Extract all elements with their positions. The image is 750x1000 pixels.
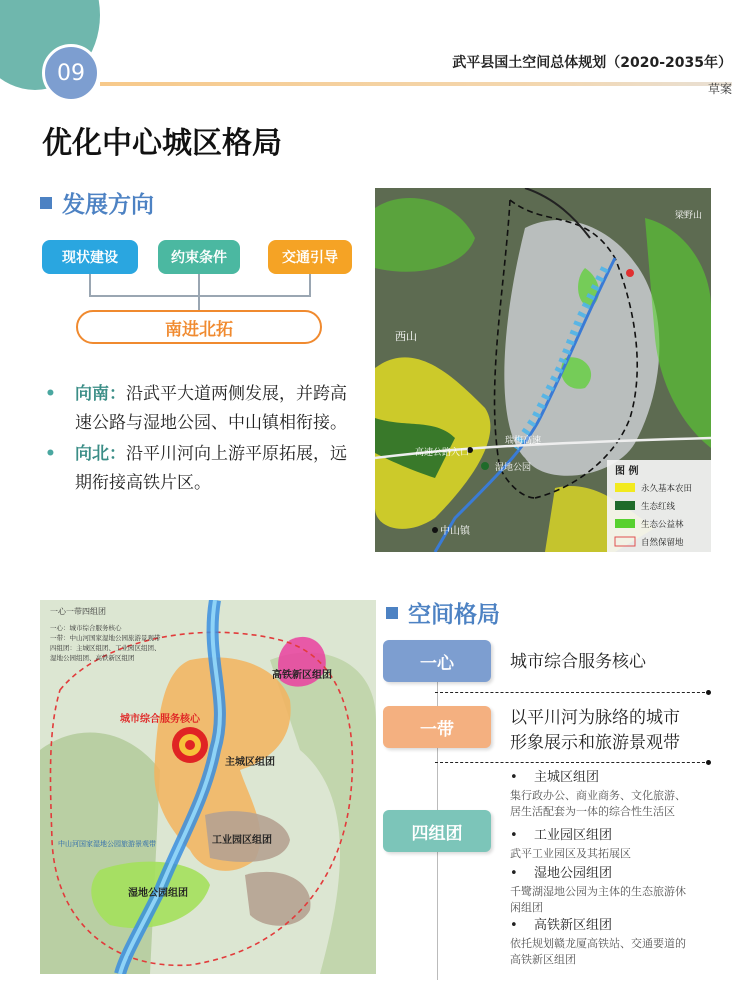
group-title: 工业园区组团	[534, 828, 613, 843]
label-expressway: 瑞梅高速	[505, 436, 542, 446]
bullet-label: 向北：	[75, 444, 126, 464]
spatial-structure-map	[40, 600, 376, 974]
legend-swatch	[615, 483, 635, 492]
bullet-north: • 向北：沿平川河向上游平原拓展，远期衔接高铁片区。	[45, 444, 347, 493]
bullet-label: 向南：	[75, 384, 126, 404]
label-highway-entry: 高速公路入口	[415, 448, 470, 458]
connector-line	[198, 274, 200, 310]
tag-label: 交通引导	[282, 250, 338, 266]
group-desc: 千鹭湖湿地公园为主体的生态旅游休	[510, 885, 686, 898]
development-heading	[40, 186, 154, 219]
group-main-city: • 主城区组团 集行政办公、商业商务、文化旅游、 居生活配套为一体的综合性生活区	[510, 770, 715, 820]
label-main-cluster: 主城区组团	[225, 757, 275, 768]
label-river-note: 中山河国家湿地公园旅游景观带	[58, 840, 156, 848]
label-wetland: 湿地公园	[495, 463, 532, 473]
direction-bullets	[45, 380, 360, 500]
label-wetland-cluster: 湿地公园组团	[128, 888, 188, 899]
group-desc: 集行政办公、商业商务、文化旅游、	[510, 789, 686, 802]
dash-end-dot	[706, 690, 711, 695]
tag-label: 现状建设	[62, 250, 118, 266]
group-title: 高铁新区组团	[534, 918, 613, 933]
group-desc: 武平工业园区及其拓展区	[510, 847, 631, 860]
station-marker	[626, 269, 634, 277]
map-legend-line: 四组团：主城区组团、工业园区组团、	[50, 644, 161, 652]
tag-label: 约束条件	[171, 250, 227, 266]
map-legend	[607, 460, 711, 552]
label-northeast: 梁野山	[675, 211, 703, 221]
legend-item: 永久基本农田	[641, 484, 693, 494]
legend-item: 生态公益林	[641, 520, 684, 530]
text-line: 形象展示和旅游景观带	[510, 733, 680, 753]
group-rail: • 高铁新区组团 依托规划赣龙厦高铁站、交通要道的 高铁新区组团	[510, 918, 715, 968]
spatial-heading	[386, 596, 500, 629]
legend-swatch	[615, 519, 635, 528]
connector-line	[89, 295, 311, 297]
label-industrial-cluster: 工业园区组团	[212, 835, 272, 846]
box-one-belt	[383, 706, 491, 748]
group-desc: 居生活配套为一体的综合性生活区	[510, 805, 675, 818]
group-desc: 高铁新区组团	[510, 953, 576, 966]
group-desc: 闲组团	[510, 901, 543, 914]
tag-constraints	[158, 240, 240, 274]
one-core-text	[510, 650, 646, 675]
connector-line	[309, 274, 311, 296]
box-label: 一心	[420, 653, 454, 674]
one-belt-text	[510, 706, 680, 756]
section-square-icon	[386, 607, 398, 619]
label-rail-cluster: 高铁新区组团	[272, 670, 332, 681]
text-line: 以平川河为脉络的城市	[510, 708, 680, 728]
development-heading-text: 发展方向	[62, 192, 154, 218]
label-core: 城市综合服务核心	[120, 714, 200, 725]
page-number: 09	[42, 44, 100, 102]
group-industrial: • 工业园区组团 武平工业园区及其拓展区	[510, 828, 715, 862]
box-one-core	[383, 640, 491, 682]
group-title: 湿地公园组团	[534, 866, 613, 881]
map-legend-line: 湿地公园组团、高铁新区组团	[50, 654, 135, 662]
bullet-south: • 向南：沿武平大道两侧发展，并跨高速公路与湿地公园、中山镇相衔接。	[45, 384, 347, 433]
group-desc: 依托规划赣龙厦高铁站、交通要道的	[510, 937, 686, 950]
legend-title: 图 例	[615, 466, 639, 477]
dashed-divider	[435, 692, 710, 693]
summary-pill: 南进北拓	[76, 310, 322, 344]
map-legend-line: 一带：中山河国家湿地公园旅游景观带	[50, 634, 161, 642]
bullet-text: 沿平川河向上游平原拓展，远期衔接高铁片区。	[75, 444, 347, 493]
legend-item: 生态红线	[641, 502, 676, 512]
legend-item: 自然保留地	[641, 538, 684, 548]
map-legend-line: 一心：城市综合服务核心	[50, 624, 122, 632]
ecological-map	[375, 188, 711, 552]
connector-line	[89, 274, 91, 296]
bullet-text: 沿武平大道两侧发展，并跨高速公路与湿地公园、中山镇相衔接。	[75, 384, 347, 433]
box-four-clusters	[383, 810, 491, 852]
draft-label: 草案	[707, 82, 732, 96]
group-wetland: • 湿地公园组团 千鹭湖湿地公园为主体的生态旅游休 闲组团	[510, 866, 715, 916]
legend-swatch	[615, 501, 635, 510]
group-title: 主城区组团	[534, 770, 600, 785]
dash-end-dot	[706, 760, 711, 765]
dashed-divider	[435, 762, 710, 763]
map-legend-title: 一心一带四组团	[50, 607, 106, 616]
header-divider	[100, 82, 732, 86]
section-square-icon	[40, 197, 52, 209]
label-west: 西山	[395, 330, 417, 343]
box-label: 四组团	[411, 823, 463, 844]
document-title: 武平县国土空间总体规划（2020-2035年）	[452, 55, 732, 71]
text-line: 城市综合服务核心	[510, 652, 646, 672]
tag-current-construction	[42, 240, 138, 274]
label-zhongshan: 中山镇	[440, 526, 470, 537]
page-title: 优化中心城区格局	[42, 126, 282, 161]
spatial-heading-text: 空间格局	[408, 602, 500, 628]
box-label: 一带	[420, 719, 454, 740]
tag-traffic-guidance	[268, 240, 352, 274]
